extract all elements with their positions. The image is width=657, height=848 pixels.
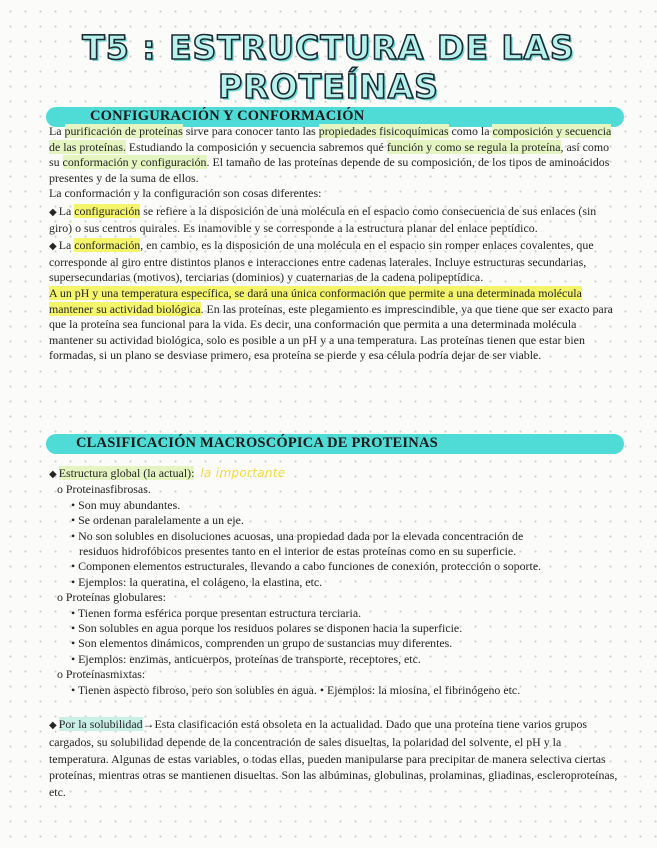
fibrosas-item: • Se ordenan paralelamente a un eje. — [71, 513, 244, 528]
fibrosas-item: • Ejemplos: la queratina, el colágeno, la elastina, etc. — [71, 574, 323, 589]
handwritten-annotation: la importante — [200, 466, 286, 480]
globulares-item: • Son solubles en agua porque los residuos polares se disponen hacia la superficie. — [71, 621, 463, 636]
globulares-item: • Tienen forma esférica porque presentan estructura terciaria. — [71, 605, 362, 620]
paragraph-ph-temperatura: A un pH y una temperatura específica, se dará una única conformación que permite a una determinada molécula mantener su actividad biológica. En las proteínas, este plegamiento es imprescindible, ya que tiene que ser exacto para que la proteína sea funcional para la vida. Es decir, una conformación que permita a una determinada molécula mantener su actividad biológica, solo es posible a un pH y a una temperatura. Las proteínas tienen que estar bien formadas, si un plano se desviase primero, esa proteína se pierde y esa célula podría dejar de ser viable. — [49, 285, 613, 363]
fibrosas-label: o Proteinasfibrosas. — [57, 482, 151, 497]
mixtas-label: o Proteínasmixtas: — [57, 667, 146, 682]
globulares-item: • Son elementos dinámicos, comprenden un grupo de sustancias muy diferentes. — [71, 636, 453, 651]
section-configuracion-body — [49, 124, 621, 364]
clasificacion-list — [49, 466, 624, 698]
diamond-bullet-icon: ◆ — [49, 206, 57, 218]
fibrosas-item-continuation: residuos hidrofóbicos presentes tanto en el interior de estas proteínas como en su superficie. — [79, 544, 517, 559]
fibrosas-item: • Componen elementos estructurales, llevando a cabo funciones de conexión, protección o soporte. — [71, 559, 542, 574]
globulares-item: • Ejemplos: enzimas, anticuerpos, proteínas de transporte, receptores, etc. — [71, 651, 421, 666]
paragraph-intro: La purificación de proteínas sirve para conocer tanto las propiedades fisicoquímicas como la composición y secuencia de las proteínas. Estudiando la composición y secuencia sabremos qué función y como se regula la proteína, así como su conformación y configuración. El tamaño de las proteínas depende de su composición, de los tipos de aminoácidos presentes y de la suma de ellos. — [49, 124, 612, 185]
paragraph-conformacion: ◆ La conformación, en cambio, es la disposición de una molécula en el espacio sin romper enlaces covalentes, que corresponde al giro entre distintos planos e interacciones entre cadenas laterales. Incluye estructuras secundarias, supersecundarias (motivos), terciarias (dominios) y cuaternarias de la cadena polipeptídica. — [49, 238, 594, 285]
diamond-bullet-icon: ◆ — [49, 720, 57, 731]
section-heading-clasificacion: CLASIFICACIÓN MACROSCÓPICA DE PROTEINAS — [76, 435, 438, 451]
fibrosas-item: • Son muy abundantes. — [71, 497, 181, 512]
estructura-global-line: ◆ Estructura global (la actual): la importante — [49, 466, 286, 480]
page-title: T5 : ESTRUCTURA DE LAS PROTEÍNAS — [82, 28, 575, 106]
fibrosas-item: • No son solubles en disoluciones acuosas, una propiedad dada por la elevada concentración de — [71, 528, 524, 543]
paragraph-configuracion: ◆ La configuración se refiere a la disposición de una molécula en el espacio como consecuencia de sus enlaces (sin giro) o sus centros quirales. Es inamovible y se corresponde a la estructura planar del enlace peptídico. — [49, 203, 597, 235]
mixtas-item: • Tienen aspecto fibroso, pero son solubles en agua. • Ejemplos: la miosina, el fibrinógeno etc. — [71, 682, 521, 697]
paragraph-diferencias: La conformación y la configuración son cosas diferentes: — [49, 186, 322, 201]
section-heading-configuracion: CONFIGURACIÓN Y CONFORMACIÓN — [90, 108, 365, 124]
diamond-bullet-icon: ◆ — [49, 241, 57, 253]
globulares-label: o Proteínas globulares: — [57, 590, 166, 605]
solubilidad-paragraph: ◆ Por la solubilidad→Esta clasificación está obsoleta en la actualidad. Dado que una proteína tiene varios grupos cargados, su solubilidad depende de la concentración de sales disueltas, la polaridad del solvente, el pH y la temperatura. Algunas de estas variables, o todas ellas, pueden manipularse para precipitar de manera selectiva ciertas proteínas, mientras otras se mantienen disueltas. Son las albúminas, globulinas, prolaminas, gliadinas, escleroproteínas, etc. — [49, 717, 618, 799]
diamond-bullet-icon: ◆ — [49, 469, 57, 480]
